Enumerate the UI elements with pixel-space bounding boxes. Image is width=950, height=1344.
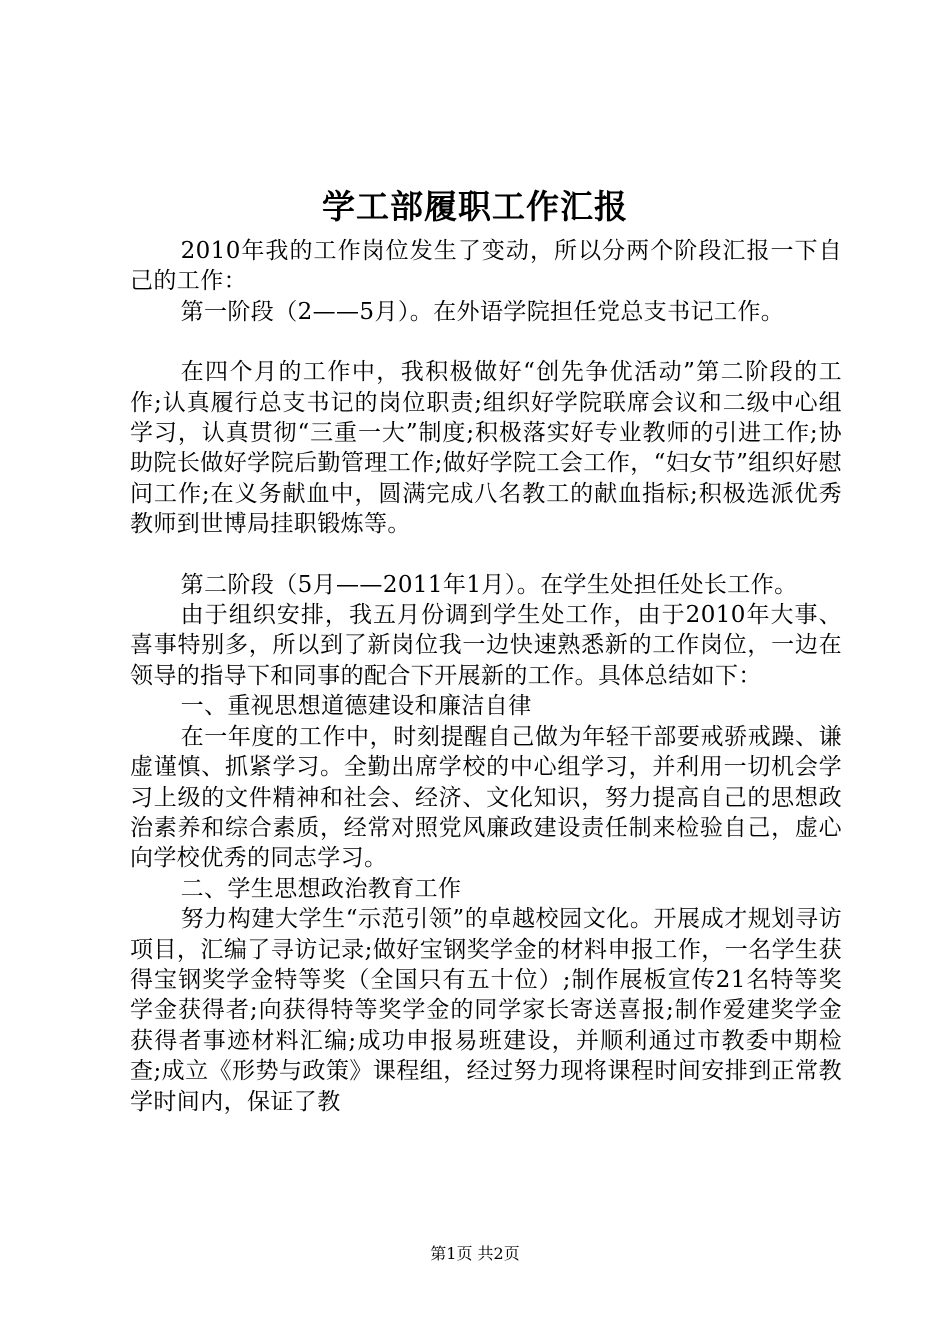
document-body xyxy=(130,236,842,1117)
section-heading-student-education: 二、学生思想政治教育工作 xyxy=(180,875,462,902)
paragraph-intro: 2010年我的工作岗位发生了变动，所以分两个阶段汇报一下自己的工作： xyxy=(130,238,842,295)
paragraph-student-education: 努力构建大学生“示范引领”的卓越校园文化。开展成才规划寻访项目，汇编了寻访记录;做好宝钢奖学金的材料申报工作，一名学生获得宝钢奖学金特等奖（全国只有五十位）;制作展板宣传21名特等奖学金获得者;向获得特等奖学金的同学家长寄送喜报;制作爱建奖学金获得者事迹材料汇编;成功申报易班建设，并顺利通过市教委中期检查;成立《形势与政策》课程组，经过努力现将课程时间安排到正常教学时间内，保证了教 xyxy=(130,906,842,1115)
paragraph-ethics: 在一年度的工作中，时刻提醒自己做为年轻干部要戒骄戒躁、谦虚谨慎、抓紧学习。全勤出席学校的中心组学习，并利用一切机会学习上级的文件精神和社会、经济、文化知识，努力提高自己的思想政治素养和综合素质，经常对照党风廉政建设责任制来检验自己，虚心向学校优秀的同志学习。 xyxy=(130,723,842,872)
paragraph-stage-one-content: 在四个月的工作中，我积极做好“创先争优活动”第二阶段的工作;认真履行总支书记的岗位职责;组织好学院联席会议和二级中心组学习，认真贯彻“三重一大”制度;积极落实好专业教师的引进工作;协助院长做好学院后勤管理工作;做好学院工会工作，“妇女节”组织好慰问工作;在义务献血中，圆满完成八名教工的献血指标;积极选派优秀教师到世博局挂职锻炼等。 xyxy=(130,359,842,538)
section-heading-ethics: 一、重视思想道德建设和廉洁自律 xyxy=(180,693,532,720)
paragraph-stage-two-intro: 由于组织安排，我五月份调到学生处工作，由于2010年大事、喜事特别多，所以到了新岗位我一边快速熟悉新的工作岗位，一边在领导的指导下和同事的配合下开展新的工作。具体总结如下： xyxy=(130,602,842,689)
paragraph-stage-one-heading: 第一阶段（2——5月）。在外语学院担任党总支书记工作。 xyxy=(180,298,785,325)
document-title: 学工部履职工作汇报 xyxy=(322,187,628,226)
paragraph-stage-two-heading: 第二阶段（5月——2011年1月）。在学生处担任处长工作。 xyxy=(180,571,798,598)
page-number-footer: 第1页 共2页 xyxy=(430,1244,520,1263)
